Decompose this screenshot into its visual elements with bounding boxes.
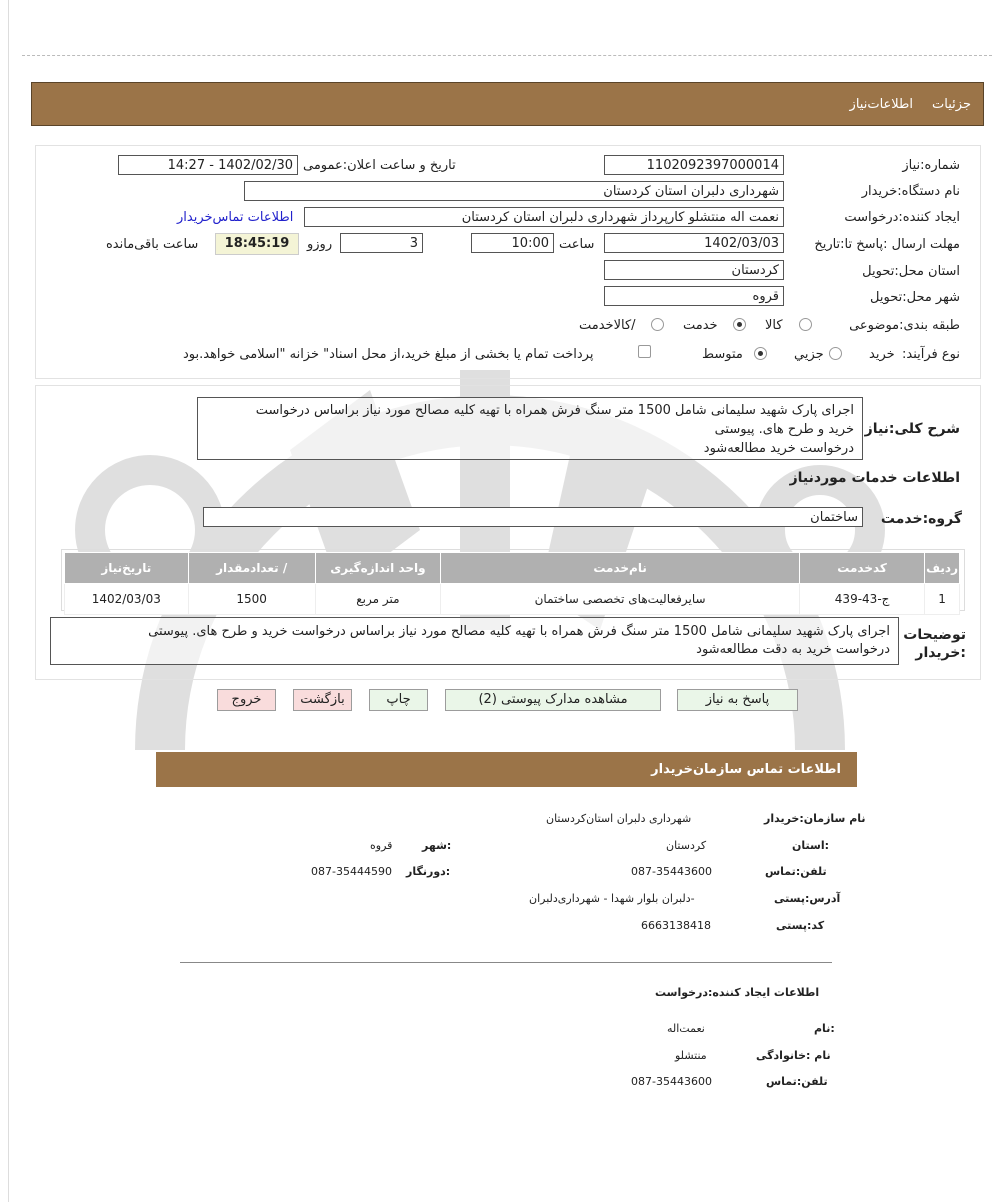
contact-province-label: :استان <box>792 839 829 852</box>
category-goods-label: کالا <box>765 318 783 333</box>
service-group-field: ساختمان <box>203 507 863 527</box>
deadline-label: مهلت ارسال :پاسخ تا:تاریخ <box>814 237 960 252</box>
col-row: ردیف <box>925 553 960 584</box>
buyer-notes-box <box>50 617 899 665</box>
days-field: 3 <box>340 233 423 253</box>
buyer-notes-label-2: :خریدار <box>915 645 966 661</box>
service-group-label: گروه:خدمت <box>880 511 962 527</box>
creator-info-title: اطلاعات ایجاد کننده:درخواست <box>655 986 820 999</box>
details-header-bar <box>31 82 984 126</box>
need-number-field: 1102092397000014 <box>604 155 784 175</box>
buyer-notes-label-1: توضیحات <box>903 627 966 643</box>
deadline-date-field: 1402/03/03 <box>604 233 784 253</box>
contact-divider <box>180 962 832 963</box>
creator-family-value: منتشلو <box>675 1049 707 1062</box>
buyer-notes-line: درخواست خرید به دقت مطالعه‌شود <box>696 642 890 657</box>
creator-field: نعمت اله منتشلو کارپرداز شهرداری دلبران استان کردستان <box>304 207 784 227</box>
category-label: طبقه بندی:موضوعی <box>849 318 960 333</box>
process-medium-radio[interactable] <box>754 347 767 360</box>
buyer-field: شهرداری دلبران استان کردستان <box>244 181 784 201</box>
buyer-contact-link[interactable]: اطلاعات تماس‌خریدار <box>177 210 294 225</box>
creator-family-label: نام :خانوادگی <box>756 1049 831 1062</box>
buyer-notes-line: اجرای پارک شهید سلیمانی شامل 1500 متر سنگ فرش همراه با تهیه کلیه مصالح مورد نیاز براساس درخواست خرید و طرح های. پیوستی <box>148 624 890 639</box>
col-date: تاریخ‌نیاز <box>65 553 189 584</box>
creator-name-label: :نام <box>814 1022 835 1035</box>
org-value: شهرداری دلبران استان‌کردستان <box>546 812 692 825</box>
category-both-radio[interactable] <box>651 318 664 331</box>
cell-unit: متر مربع <box>315 584 440 615</box>
header-info: اطلاعات‌نیاز <box>849 97 913 112</box>
deadline-time-label: ساعت <box>559 237 595 252</box>
col-code: کدخدمت <box>800 553 925 584</box>
top-divider <box>22 55 992 56</box>
contact-province-value: کردستان <box>666 839 707 852</box>
contact-phone-value: 087-35443600 <box>631 865 712 878</box>
description-line: اجرای پارک شهید سلیمانی شامل 1500 متر سنگ فرش همراه با تهیه کلیه مصالح مورد نیاز براساس درخواست <box>255 403 854 418</box>
creator-name-value: نعمت‌اله <box>667 1022 705 1035</box>
cell-name: سایرفعالیت‌های تخصصی ساختمان <box>441 584 800 615</box>
remaining-time: 18:45:19 <box>215 233 299 255</box>
announce-label: تاریخ و ساعت اعلان:عمومی <box>303 158 456 173</box>
process-minor-label: جزيي <box>794 347 824 362</box>
cell-date: 1402/03/03 <box>65 584 189 615</box>
contact-title: اطلاعات تماس سازمان‌خریدار <box>651 762 841 777</box>
province-field: کردستان <box>604 260 784 280</box>
treasury-payment-text: پرداخت تمام یا بخشی از مبلغ خرید،از محل اسناد" خزانه "اسلامی خواهد.بود <box>183 347 594 362</box>
city-field: قروه <box>604 286 784 306</box>
days-label: روزو <box>307 237 333 252</box>
header-details: جزئیات <box>932 97 971 112</box>
creator-phone-label: تلفن:تماس <box>766 1075 828 1088</box>
contact-header-bar <box>156 752 857 787</box>
page-left-border <box>8 0 9 1202</box>
contact-address-value: -دلبران بلوار شهدا - شهرداری‌دلبران <box>529 892 695 905</box>
reply-button[interactable]: پاسخ به نیاز <box>677 689 798 711</box>
creator-phone-value: 087-35443600 <box>631 1075 712 1088</box>
process-medium-label: متوسط <box>702 347 743 362</box>
buyer-label: نام دستگاه:خریدار <box>861 184 960 199</box>
category-service-radio[interactable] <box>733 318 746 331</box>
contact-address-label: آدرس:پستی <box>774 892 841 905</box>
category-service-label: خدمت <box>683 318 718 333</box>
org-label: نام سازمان:خریدار <box>764 812 866 825</box>
province-label: استان محل:تحویل <box>862 264 960 279</box>
description-label: شرح کلی:نیاز <box>864 421 960 437</box>
contact-postal-value: 6663138418 <box>641 919 711 932</box>
contact-postal-label: کد:پستی <box>776 919 825 932</box>
services-section-title: اطلاعات خدمات موردنیاز <box>789 470 960 486</box>
view-documents-button[interactable]: مشاهده مدارک پیوستی (2) <box>445 689 661 711</box>
description-line: درخواست خرید مطالعه‌شود <box>703 441 854 456</box>
contact-fax-value: 087-35444590 <box>311 865 392 878</box>
process-buy-label: خرید <box>869 347 895 362</box>
creator-label: ایجاد کننده:درخواست <box>844 210 960 225</box>
print-button[interactable]: چاپ <box>369 689 428 711</box>
contact-fax-label: :دورنگار <box>406 865 451 878</box>
col-qty: / تعدادمقدار <box>188 553 315 584</box>
back-button[interactable]: بازگشت <box>293 689 352 711</box>
description-line: خرید و طرح های. پیوستی <box>714 422 854 437</box>
cell-row: 1 <box>925 584 960 615</box>
contact-city-label: :شهر <box>422 839 452 852</box>
contact-phone-label: تلفن:تماس <box>765 865 827 878</box>
process-minor-radio[interactable] <box>829 347 842 360</box>
table-row <box>65 584 960 615</box>
process-label: نوع فرآیند: <box>902 347 960 362</box>
category-both-label: /کالاخدمت <box>579 318 636 333</box>
description-box <box>197 397 863 460</box>
treasury-payment-checkbox[interactable] <box>638 345 651 358</box>
city-label: شهر محل:تحویل <box>870 290 960 305</box>
exit-button[interactable]: خروج <box>217 689 276 711</box>
col-name: نام‌خدمت <box>441 553 800 584</box>
cell-code: ج-43-439 <box>800 584 925 615</box>
remaining-label: ساعت باقی‌مانده <box>106 237 199 252</box>
contact-city-value: قروه <box>370 839 393 852</box>
deadline-time-field: 10:00 <box>471 233 554 253</box>
category-goods-radio[interactable] <box>799 318 812 331</box>
need-number-label: شماره:نیاز <box>902 158 960 173</box>
cell-qty: 1500 <box>188 584 315 615</box>
col-unit: واحد اندازه‌گیری <box>315 553 440 584</box>
announce-field: 1402/02/30 - 14:27 <box>118 155 298 175</box>
services-table <box>64 552 960 615</box>
services-table-header <box>65 553 960 584</box>
